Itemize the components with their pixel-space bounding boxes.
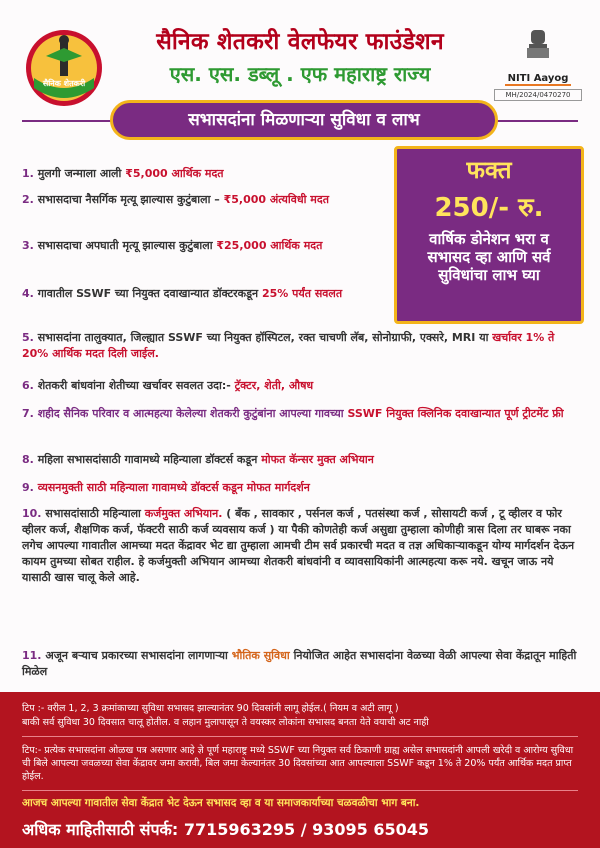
list-item: 9. व्यसनमुक्ती साठी महिन्याला गावामध्ये डॉक्टर्स कडून मोफत मार्गदर्शन [22, 481, 310, 494]
offer-text: वार्षिक डोनेशन भरा व सभासद व्हा आणि सर्व सुविधांचा लाभ घ्या [427, 230, 551, 284]
page-title: सैनिक शेतकरी वेलफेयर फाउंडेशन [156, 29, 444, 55]
list-item: 4. गावातील SSWF च्या नियुक्त दवाखान्यात डॉक्टरकडून 25% पर्यंत सवलत [22, 287, 343, 300]
niti-aayog-badge [494, 28, 582, 102]
list-item: 3. सभासदाचा अपघाती मृत्यू झाल्यास कुटुंबाला ₹25,000 आर्थिक मदत [22, 239, 323, 252]
section-banner [110, 100, 498, 140]
footer-divider [22, 790, 578, 791]
list-item: 8. महिला सभासदांसाठी गावामध्ये महिन्याला डॉक्टर्स कडून मोफत कॅन्सर मुक्त अभियान [22, 453, 374, 466]
list-item: 2. सभासदाचा नैसर्गिक मृत्यू झाल्यास कुटुंबाला – ₹5,000 अंत्यविधी मदत [22, 193, 329, 206]
banner-rule-right [496, 120, 578, 122]
offer-heading: फक्त [466, 156, 512, 184]
list-item: 11. अजून बऱ्याच प्रकारच्या सभासदांना लागणाऱ्या भौतिक सुविधा नियोजित आहेत सभासदांना वेळच्या वेळी आपल्या सेवा केंद्रातून माहिती मिळेल [22, 649, 577, 678]
donation-offer-box [394, 146, 584, 324]
footer-note-2: टिप:- प्रत्येक सभासदांना ओळख पत्र असणार आहे ज्ञे पूर्ण महाराष्ट्र मध्ये SSWF च्या नियुक्त सर्व ठिकाणी ग्राह्य असेल सभासदांनी आपली खरेदी व आरोग्य सुविधा ची बिले आपल्या जवळच्या सेवा केंद्रावर जमा करावी, बिल जमा केल्यानंतर 30 दिवसांच्या आत आपल्याला SSWF कडून 1% ते 20% पर्यंत आर्थिक मदत प्राप्त होईल. [22, 745, 574, 782]
list-item: 1. मुलगी जन्माला आली ₹5,000 आर्थिक मदत [22, 167, 224, 180]
footer-divider [22, 736, 578, 737]
national-emblem-icon [523, 28, 553, 62]
footer-join-text: आजच आपल्या गावातील सेवा केंद्रात भेट देऊन सभासद व्हा व या समाजकार्याच्या चळवळीचा भाग बना. [22, 797, 420, 809]
logo-caption: सैनिक शेतकरी [42, 79, 86, 88]
list-item: 7. शहीद सैनिक परिवार व आत्महत्या केलेल्या शेतकरी कुटुंबांना आपल्या गावच्या SSWF नियुक्त क्लिनिक दवाखान्यात पूर्ण ट्रीटमेंट फ्री [22, 407, 564, 420]
registration-number: MH/2024/0470270 [494, 89, 582, 101]
niti-brand: NITI Aayog [505, 73, 572, 86]
contact-numbers[interactable]: अधिक माहितीसाठी संपर्क: 7715963295 / 93095 65045 [22, 820, 430, 839]
page-subtitle: एस. एस. डब्लू . एफ महाराष्ट्र राज्य [169, 62, 431, 86]
foundation-logo [24, 28, 104, 108]
footer-note-1b: बाकी सर्व सुविधा 30 दिवसात चालू होतील. व लहान मुलापासून ते वयस्कर लोकांना सभासद बनता येते वयाची अट नाही [22, 717, 429, 728]
banner-text: सभासदांना मिळणाऱ्या सुविधा व लाभ [188, 110, 420, 130]
list-item: 5. सभासदांना तालुक्यात, जिल्ह्यात SSWF च्या नियुक्त हॉस्पिटल, रक्त चाचणी लॅब, सोनोग्राफी, एक्सरे, MRI या खर्चावर 1% ते 20% आर्थिक मदत दिली जाईल. [22, 331, 555, 360]
offer-amount: 250/- रु. [434, 193, 544, 223]
list-item: 10. सभासदांसाठी महिन्याला कर्जमुक्त अभियान. ( बँक , सावकार , पर्सनल कर्ज , पतसंस्था कर्ज , सोसायटी कर्ज , टू व्हीलर व फोर व्हीलर कर्ज, शैक्षणिक कर्ज, फॅक्टरी साठी कर्ज व्यवसाय कर्ज ) या पैकी कोणतेही कर्ज असुद्या तुम्हाला कोणीही त्रास दिला तर घाबरू नका लगेच आपल्या गावातील आमच्या मदत केंद्रावर भेट द्या तुम्हाला आमची टीम सर्व प्रकारची मदत व तज्ञ अधिकाऱ्याकडून योग्य मार्गदर्शन देऊन कायम तुमच्या सोबत राहील. हे कर्जमुक्ती अभियान आमच्या शेतकरी बांधवांनी व व्यावसायिकांनी आत्महत्या करू नये. खचून जाऊ नये यासाठी खास चालू केले आहे. [22, 507, 575, 584]
footer [0, 692, 600, 848]
list-item: 6. शेतकरी बांधवांना शेतीच्या खर्चावर सवलत उदा:- ट्रॅक्टर, शेती, औषध [22, 379, 314, 392]
banner-rule-left [22, 120, 112, 122]
footer-note-1a: टिप :- वरील 1, 2, 3 क्रमांकाच्या सुविधा सभासद झाल्यानंतर 90 दिवसांनी लागू होईल.( नियम व अटी लागू ) [22, 703, 399, 714]
